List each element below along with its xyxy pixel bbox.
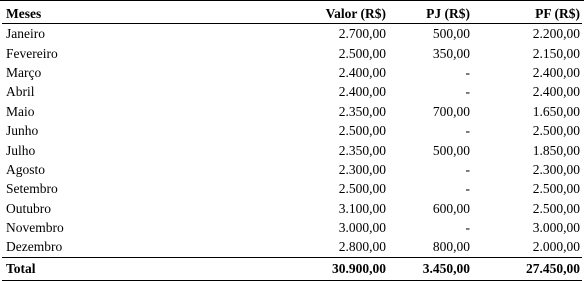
cell-valor: 3.000,00 [338, 220, 386, 236]
cell-pf: 2.500,00 [532, 181, 580, 197]
total-valor: 30.900,00 [292, 257, 388, 280]
cell-valor: 2.700,00 [338, 26, 386, 42]
cell-pf: 2.000,00 [532, 239, 580, 255]
table-row [2, 140, 582, 159]
cell-valor: 2.500,00 [338, 45, 386, 61]
cell-pf: 1.850,00 [532, 142, 580, 158]
cell-pj: - [465, 84, 470, 100]
table-row [2, 102, 582, 121]
cell-month: Agosto [6, 161, 46, 177]
cell-pj: 600,00 [432, 200, 470, 216]
cell-valor: 2.300,00 [338, 161, 386, 177]
cell-pf: 2.500,00 [532, 200, 580, 216]
header-pf: PF (R$) [484, 3, 582, 24]
cell-month: Março [6, 64, 42, 80]
table-row [2, 237, 582, 257]
cell-valor: 2.800,00 [338, 239, 386, 255]
header-meses: Meses [2, 3, 292, 24]
cell-pf: 2.400,00 [532, 84, 580, 100]
cell-month: Setembro [6, 181, 58, 197]
cell-pj: 800,00 [432, 239, 470, 255]
cell-month: Janeiro [6, 26, 45, 42]
cell-valor: 2.500,00 [338, 181, 386, 197]
cell-pf: 2.500,00 [532, 123, 580, 139]
cell-pj: - [465, 181, 470, 197]
cell-pf: 2.200,00 [532, 26, 580, 42]
cell-pj: - [465, 161, 470, 177]
cell-pf: 2.150,00 [532, 45, 580, 61]
monthly-values-table [2, 3, 582, 281]
header-valor: Valor (R$) [292, 3, 388, 24]
cell-pf: 2.300,00 [532, 161, 580, 177]
table-row [2, 121, 582, 140]
cell-month: Maio [6, 103, 35, 119]
cell-pf: 1.650,00 [532, 103, 580, 119]
cell-pj: 500,00 [432, 142, 470, 158]
total-label: Total [2, 257, 292, 280]
cell-month: Outubro [6, 200, 51, 216]
top-rule [0, 0, 584, 1]
cell-valor: 2.400,00 [338, 64, 386, 80]
cell-valor: 2.350,00 [338, 103, 386, 119]
cell-valor: 2.500,00 [338, 123, 386, 139]
header-pj: PJ (R$) [388, 3, 484, 24]
total-pf: 27.450,00 [484, 257, 582, 280]
cell-valor: 2.400,00 [338, 84, 386, 100]
cell-pj: 700,00 [432, 103, 470, 119]
cell-pj: - [465, 123, 470, 139]
cell-month: Julho [6, 142, 36, 158]
cell-pf: 2.400,00 [532, 64, 580, 80]
cell-month: Novembro [6, 220, 64, 236]
cell-month: Dezembro [6, 239, 63, 255]
cell-month: Junho [6, 123, 39, 139]
cell-pj: 350,00 [432, 45, 470, 61]
cell-valor: 3.100,00 [338, 200, 386, 216]
cell-valor: 2.350,00 [338, 142, 386, 158]
table-row [2, 199, 582, 218]
table-row [2, 43, 582, 62]
table-row [2, 179, 582, 198]
table-row [2, 218, 582, 237]
cell-pj: - [465, 64, 470, 80]
table-row [2, 63, 582, 82]
cell-pj: - [465, 220, 470, 236]
table-row [2, 24, 582, 44]
cell-pj: 500,00 [432, 26, 470, 42]
table-row [2, 160, 582, 179]
cell-month: Fevereiro [6, 45, 58, 61]
cell-month: Abril [6, 84, 35, 100]
header-row [2, 3, 582, 24]
total-pj: 3.450,00 [388, 257, 484, 280]
cell-pf: 3.000,00 [532, 220, 580, 236]
table-row [2, 82, 582, 101]
